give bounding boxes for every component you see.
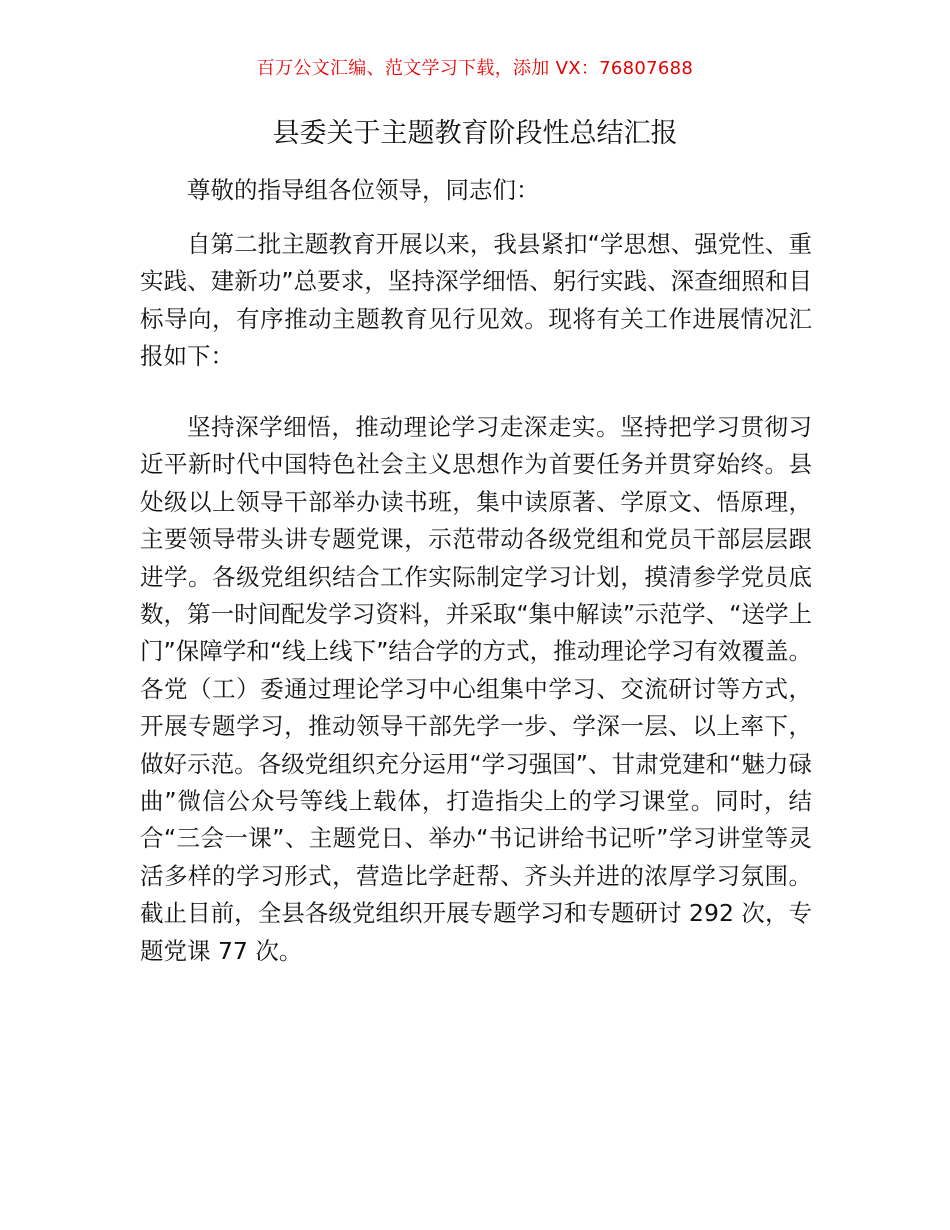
paragraph-intro: 自第二批主题教育开展以来，我县紧扣“学思想、强党性、重实践、建新功”总要求，坚持深学细悟、躬行实践、深查细照和目标导向，有序推动主题教育见行见效。现将有关工作进展情况汇报如下： <box>140 230 812 371</box>
watermark-header: 百万公文汇编、范文学习下载，添加 VX：76807688 <box>256 58 694 79</box>
paragraph-study: 坚持深学细悟，推动理论学习走深走实。坚持把学习贯彻习近平新时代中国特色社会主义思想作为首要任务并贯穿始终。县处级以上领导干部举办读书班，集中读原著、学原文、悟原理，主要领导带头讲专题党课，示范带动各级党组和党员干部层层跟进学。各级党组织结合工作实际制定学习计划，摸清参学党员底数，第一时间配发学习资料，并采取“集中解读”示范学、“送学上门”保障学和“线上线下”结合学的方式，推动理论学习有效覆盖。各党（工）委通过理论学习中心组集中学习、交流研讨等方式，开展专题学习，推动领导干部先学一步、学深一层、以上率下，做好示范。各级党组织充分运用“学习强国”、甘肃党建和“魅力碌曲”微信公众号等线上载体，打造指尖上的学习课堂。同时，结合“三会一课”、主题党日、举办“书记讲给书记听”学习讲堂等灵活多样的学习形式，营造比学赶帮、齐头并进的浓厚学习氛围。截止目前，全县各级党组织开展专题学习和专题研讨 292 次，专题党课 77 次。 <box>140 413 812 965</box>
document-title: 县委关于主题教育阶段性总结汇报 <box>272 118 678 149</box>
greeting: 尊敬的指导组各位领导，同志们： <box>187 176 540 204</box>
